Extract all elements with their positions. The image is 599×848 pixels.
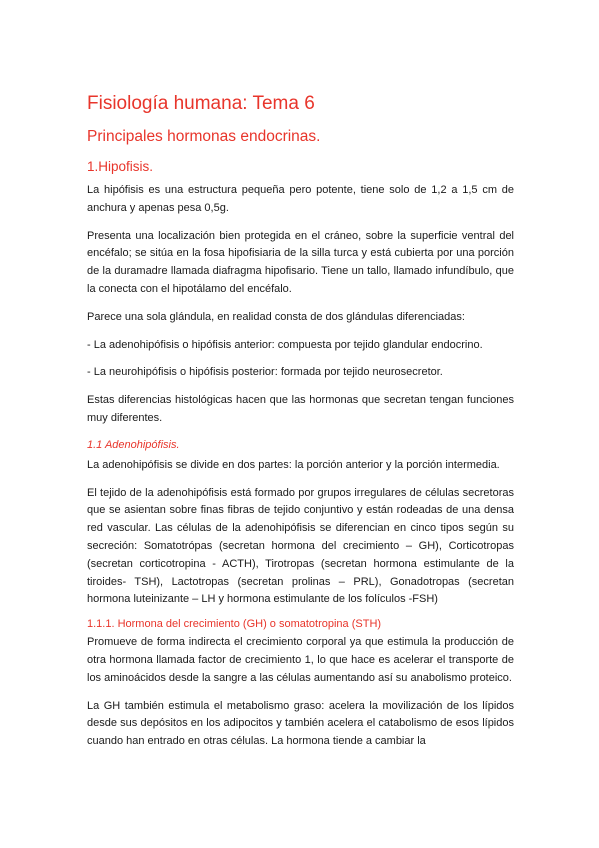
section-heading-hipofisis: 1.Hipofisis.	[87, 159, 154, 174]
paragraph: La GH también estimula el metabolismo graso: acelera la movilización de los lípidos desde sus depósitos en los adipocitos y también acelera el catabolismo de esos lípidos cuando han entrado en otras células. La hormona tiende a cambiar la	[87, 699, 514, 748]
document-title: Fisiología humana: Tema 6	[87, 93, 315, 114]
list-item: - La neurohipófisis o hipófisis posterior: formada por tejido neurosecretor.	[87, 366, 443, 379]
paragraph: Promueve de forma indirecta el crecimiento corporal ya que estimula la producción de otra hormona llamada factor de crecimiento 1, lo que hace es acelerar el transporte de los aminoácidos desde la sangre a las células aumentando así su anabolismo proteico.	[87, 636, 514, 684]
paragraph: La adenohipófisis se divide en dos partes: la porción anterior y la porción intermedia.	[87, 458, 500, 471]
section-heading-gh: 1.1.1. Hormona del crecimiento (GH) o somatotropina (STH)	[87, 618, 382, 631]
paragraph: El tejido de la adenohipófisis está formado por grupos irregulares de células secretoras que se asientan sobre finas fibras de tejido conjuntivo y están rodeadas de una densa red vascular. Las células de la adenohipófisis se diferencian en cinco tipos según su secreción: Somatotrópas (secretan hormona del crecimiento – GH), Corticotropas (secretan corticotropina - ACTH), Tirotropas (secretan hormona estimulante de la tiroides- TSH), Lactotropas (secretan prolinas – PRL), Gonadotropas (secretan hormona luteinizante – LH y hormona estimulante de los folículos -FSH)	[87, 486, 514, 606]
section-heading-adenohipofisis: 1.1 Adenohipófisis.	[87, 438, 180, 451]
paragraph: Parece una sola glándula, en realidad consta de dos glándulas diferenciadas:	[87, 310, 465, 323]
paragraph: Estas diferencias histológicas hacen que las hormonas que secretan tengan funciones muy diferentes.	[87, 394, 514, 424]
document-subtitle: Principales hormonas endocrinas.	[87, 128, 321, 145]
paragraph: Presenta una localización bien protegida en el cráneo, sobre la superficie ventral del encéfalo; se sitúa en la fosa hipofisiaria de la silla turca y está cubierta por una porción de la duramadre llamada diafragma hipofisario. Tiene un tallo, llamado infundíbulo, que la conecta con el hipotálamo del encéfalo.	[87, 229, 514, 295]
paragraph: La hipófisis es una estructura pequeña pero potente, tiene solo de 1,2 a 1,5 cm de anchura y apenas pesa 0,5g.	[87, 184, 514, 214]
list-item: - La adenohipófisis o hipófisis anterior: compuesta por tejido glandular endocrino.	[87, 338, 483, 351]
